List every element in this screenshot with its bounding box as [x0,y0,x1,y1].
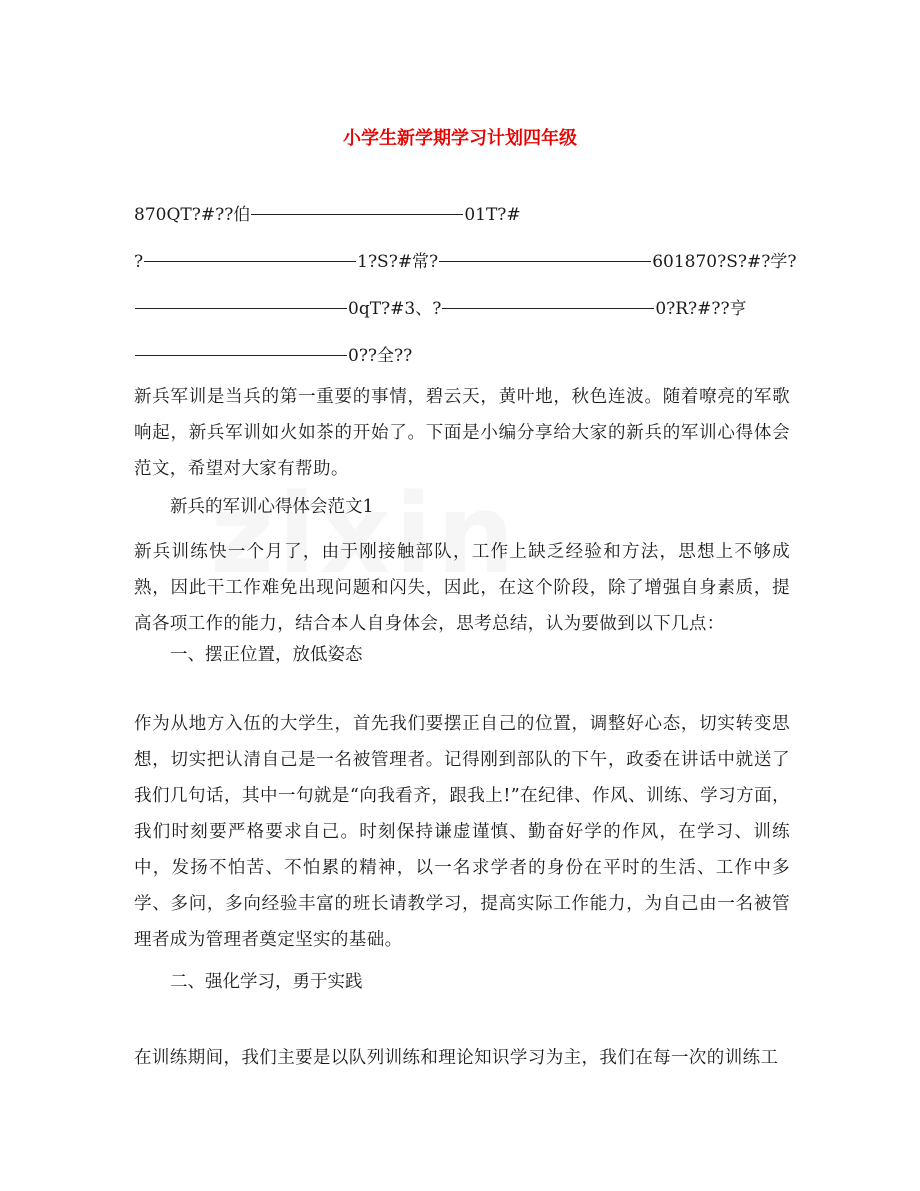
essay-title: 新兵的军训心得体会范文1 [170,497,374,517]
garbled-text: ? [134,252,144,272]
paragraph-2: 作为从地方入伍的大学生，首先我们要摆正自己的位置，调整好心态，切实转变思想，切实把认清自己是一名被管理者。记得刚到部队的下午，政委在讲话中就送了我们几句话，其中一句就是“向我看齐，跟我上!”在纪律、作风、训练、学习方面，我们时刻要严格要求自己。时刻保持谦虚谨慎、勤奋好学的作风，在学习、训练中，发扬不怕苦、不怕累的精神，以一名求学者的身份在平时的生活、工作中多学、多问，多向经验丰富的班长请教学习，提高实际工作能力，为自己由一名被管理者成为管理者奠定坚实的基础。 [134,714,790,950]
intro-paragraph: 新兵军训是当兵的第一重要的事情，碧云天，黄叶地，秋色连波。随着嘹亮的军歌响起，新兵军训如火如茶的开始了。下面是小编分享给大家的新兵的军训心得体会范文，希望对大家有帮助。 [134,387,790,479]
rule-line [442,308,654,309]
garbled-text: 1?S?#常? [357,252,439,272]
garbled-line-2 [134,251,797,273]
paragraph-3: 在训练期间，我们主要是以队列训练和理论知识学习为主，我们在每一次的训练工 [134,1048,779,1068]
garbled-line-4 [134,345,794,367]
rule-line [135,355,347,356]
document-title: 小学生新学期学习计划四年级 [343,128,577,149]
rule-line [439,261,651,262]
garbled-text: 01T?# [464,205,521,225]
section-heading-2: 二、强化学习，勇于实践 [170,972,363,992]
garbled-line-3 [134,298,794,320]
garbled-text: 0?R?#??亨 [655,299,747,319]
section-heading-1: 一、摆正位置，放低姿态 [170,645,363,665]
garbled-text: 870QT?#??伯 [134,205,251,225]
garbled-text: 0qT?#3、? [348,299,442,319]
paragraph-1: 新兵训练快一个月了，由于刚接触部队，工作上缺乏经验和方法，思想上不够成熟，因此干工作难免出现问题和闪失，因此，在这个阶段，除了增强自身素质，提高各项工作的能力，结合本人自身体会，思考总结，认为要做到以下几点： [134,542,790,634]
rule-line [144,261,356,262]
rule-line [251,214,463,215]
garbled-line-1 [134,204,794,226]
garbled-text: 601870?S?#?学? [652,252,797,272]
rule-line [135,308,347,309]
garbled-text: 0??全?? [348,346,413,366]
